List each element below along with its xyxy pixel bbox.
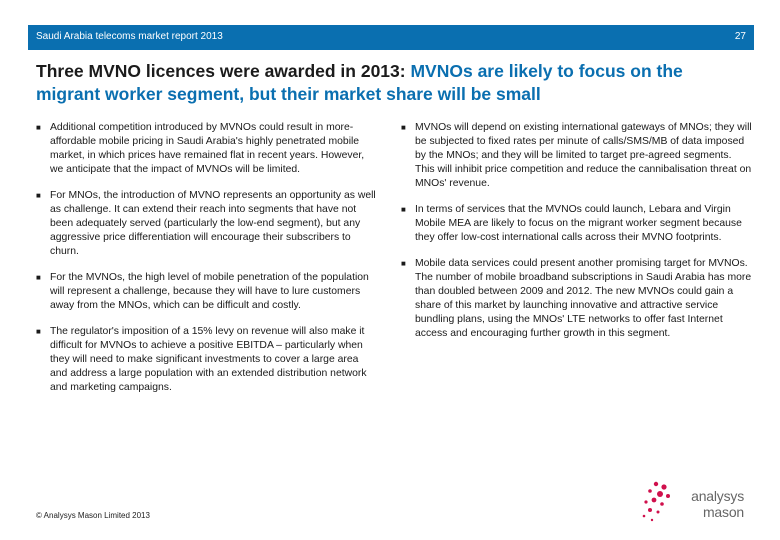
- bullet-marker-icon: ■: [36, 273, 41, 282]
- report-title: Saudi Arabia telecoms market report 2013: [36, 31, 223, 42]
- bullet-item: [401, 121, 753, 191]
- bullet-marker-icon: ■: [36, 327, 41, 336]
- logo-wordmark-line2: mason: [702, 504, 744, 520]
- bullet-item: [401, 203, 753, 245]
- bullet-marker-icon: ■: [401, 205, 406, 214]
- bullet-text: For MNOs, the introduction of MVNO represents an opportunity as well as challenge. It can extend their reach into segments that have not been adequately served (particularly the low-end segment), but any aggressive price differentiation will encourage their subscribers to churn.: [50, 190, 376, 257]
- bullet-item: [36, 121, 376, 177]
- bullet-text: Additional competition introduced by MVNOs could result in more-affordable mobile pricing in Saudi Arabia's highly penetrated mobile market, in which prices have remained flat in recent years. However, we anticipate that the impact of MVNOs will be limited.: [50, 122, 365, 175]
- title-lead: Three MVNO licences were awarded in 2013:: [36, 61, 411, 81]
- bullet-marker-icon: ■: [401, 123, 406, 132]
- bullet-marker-icon: ■: [36, 191, 41, 200]
- bullet-marker-icon: ■: [401, 259, 406, 268]
- footer-copyright: © Analysys Mason Limited 2013: [36, 511, 150, 520]
- bullet-marker-icon: ■: [36, 123, 41, 132]
- bullet-item: [36, 325, 376, 395]
- analysys-mason-logo: [634, 472, 744, 532]
- logo-wordmark-line1: analysys: [691, 488, 744, 504]
- bullet-text: For the MVNOs, the high level of mobile penetration of the population will represent a challenge, because they will have to lure customers away from the MNOs, which can be difficult and costly.: [50, 272, 369, 311]
- title-highlight: MVNOs are likely to focus on the migrant worker segment, but their market share will be small: [36, 61, 683, 104]
- bullet-text: Mobile data services could present another promising target for MVNOs. The number of mobile broadband subscriptions in Saudi Arabia has more than doubled between 2009 and 2012. The new MVNOs could gain a share of this market by launching innovative and attractive service bundling plans, using the MNOs' LTE networks to offer fast Internet access and encouraging further growth in this segment.: [415, 258, 752, 339]
- bullet-text: The regulator's imposition of a 15% levy on revenue will also make it difficult for MVNOs to achieve a positive EBITDA – particularly when they will need to make significant investments to cover a large area and address a large population with an extended distribution network and marketing campaigns.: [50, 326, 367, 393]
- logo-dots-icon: [634, 478, 684, 528]
- page-number: 27: [734, 31, 746, 42]
- slide-title: [36, 60, 751, 106]
- bullet-item: [36, 189, 376, 259]
- right-column: [401, 121, 753, 353]
- left-column: [36, 121, 376, 407]
- bullet-text: MVNOs will depend on existing international gateways of MNOs; they will be subjected to fixed rates per minute of calls/SMS/MB of data imposed by the MNOs; and they will be limited to target pre-agreed segments. This will inhibit price competition and reduce the cannibalisation threat on MNOs' revenue.: [415, 122, 752, 189]
- bullet-item: [401, 257, 753, 341]
- bullet-item: [36, 271, 376, 313]
- bullet-text: In terms of services that the MVNOs could launch, Lebara and Virgin Mobile MEA are likely to focus on the migrant worker segment because they offer low-cost international calls across their MVNO footprints.: [415, 204, 742, 243]
- header-bar: [28, 25, 754, 50]
